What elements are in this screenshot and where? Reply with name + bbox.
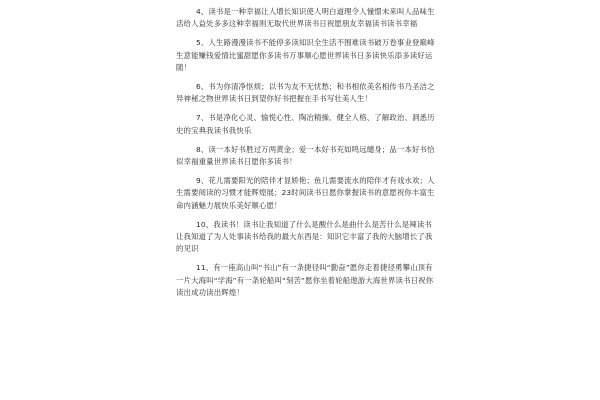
- paragraph-11: 11、有一座高山叫“书山”有一条捷径叫“勤奋”愿你走着捷径勇攀山顶有一片大海叫“学海”有一条轮船叫“刻苦”愿你坐着轮船遨游大海世界读书日祝你读出成功读出辉煌！: [176, 263, 434, 297]
- paragraph-8: 8、读一本好书胜过万两黄金；爱一本好书充如鸣远缱身；品一本好书恰似幸福重量世界读书日愿你多读书！: [176, 144, 435, 167]
- paragraph-5: 5、人生路漫漫读书不能停多读知识全生活不围难读书破万卷事业登巅峰生意能赚钱爱情比蜜甜愿你多读书万事顺心愿世界读书日多读快乐添多读好运随！: [176, 38, 435, 72]
- document-body: [176, 6, 436, 306]
- paragraph-6: 6、书为你清净怄烦；以书为友不无忧愁；和书相依美名相传书乃圣洁之异神秘之物世界读书日到望你好书把握在手书写壮美人生！: [176, 82, 435, 104]
- paragraph-7: 7、书是净化心灵、愉悦心性、陶冶精操、健全人格、了解政治、洞悉历史的宝典我读书我快乐: [176, 113, 435, 135]
- paragraph-4: 4、读书是一种幸福让人增长知识使人明白道理令人憧憬未来叫人品味生活给人益处多多这种幸福则无取代世界读书日祝愿朋友幸福读书读书幸福: [176, 7, 435, 29]
- paragraph-10: 10、我读书！读书让我知道了什么是酸什么是曲什么是苦什么是辣读书让我知道了为人处事读书给我的最大东西是：知识它丰富了我的大脑增长了我的见识: [176, 219, 433, 254]
- paragraph-9: 9、花儿需要阳光的陪伴才显娇艳；鱼儿需要流水的陪伴才有戏水欢；人生需要阅读的习惯才能辉煌展；23时间读书日愿你掌握读书的意愿祝你丰富生命内涵魅力展快乐美好顺心愿！: [176, 176, 435, 210]
